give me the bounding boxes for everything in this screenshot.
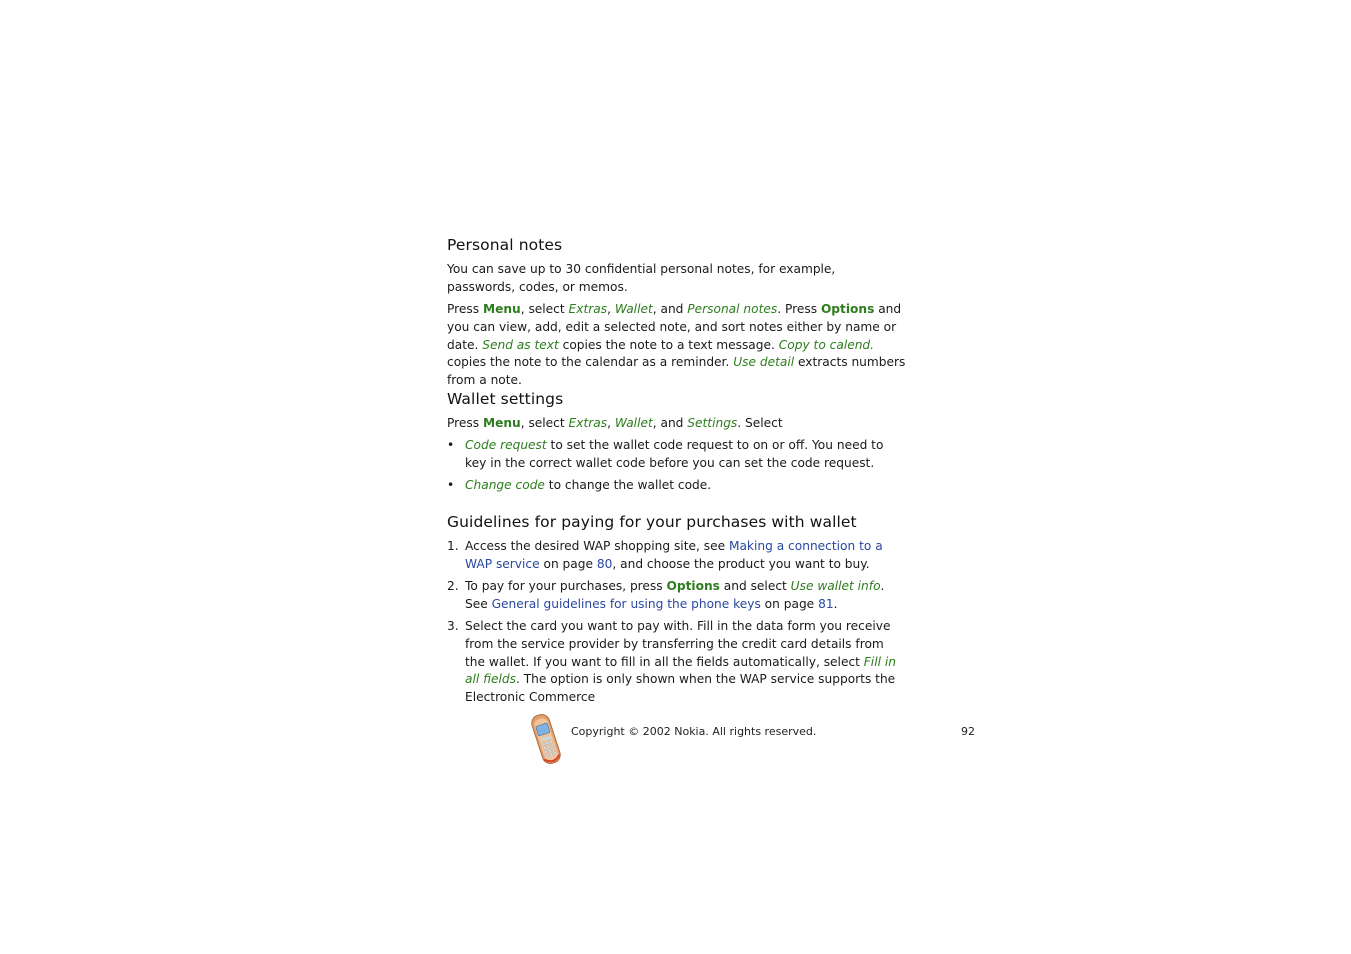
option-extras: Extras — [568, 416, 608, 430]
nokia-phone-icon — [528, 712, 564, 770]
section-heading-guidelines: Guidelines for paying for your purchases with wallet — [447, 513, 857, 531]
keyword-options: Options — [666, 579, 720, 593]
option-extras: Extras — [568, 302, 608, 316]
step-number: 2. — [447, 579, 459, 593]
copyright-text: Copyright © 2002 Nokia. All rights reserved. — [571, 725, 817, 738]
paragraph-wallet-settings: Press Menu, select Extras, Wallet, and Settings. Select — [447, 416, 783, 430]
option-use-wallet-info: Use wallet info — [790, 579, 881, 593]
list-item: 3. Select the card you want to pay with. Fill in the data form you receive from the service provider by transferring the credit card details from the wallet. If you want to fill in all the fields automatically, select Fill in all fields. The option is only shown when the WAP service supports the Electronic Commerce — [447, 619, 896, 705]
paragraph-personal-notes-intro: You can save up to 30 confidential personal notes, for example, passwords, codes, or memos. — [447, 262, 836, 294]
list-item: • Change code to change the wallet code. — [447, 477, 907, 495]
step-number: 1. — [447, 539, 459, 553]
step-number: 3. — [447, 619, 459, 633]
keyword-options: Options — [820, 302, 875, 316]
link-page-80[interactable]: 80 — [596, 556, 613, 571]
option-fill-in-all-fields: Fill in all fields — [465, 654, 896, 687]
option-settings: Settings — [687, 416, 738, 430]
section-heading-personal-notes: Personal notes — [447, 236, 563, 254]
paragraph-personal-notes-instructions: Press Menu, select Extras, Wallet, and Personal notes. Press Options and you can view, add, edit a selected note, and sort notes either by name or date. Send as text copies the note to a text message. Copy to calend. copies the note to the calendar as a reminder. Use detail extracts numbers from a note. — [447, 302, 906, 388]
section-heading-wallet-settings: Wallet settings — [447, 390, 564, 408]
option-copy-to-calend: Copy to calend. — [778, 337, 875, 352]
link-page-81[interactable]: 81 — [818, 596, 834, 611]
link-general-guidelines[interactable]: General guidelines for using the phone keys — [491, 596, 761, 611]
option-wallet: Wallet — [614, 302, 653, 316]
link-making-connection[interactable]: Making a connection to a WAP service — [465, 539, 883, 571]
keyword-menu: Menu — [482, 302, 521, 316]
page-number: 92 — [961, 725, 975, 738]
option-personal-notes: Personal notes — [687, 302, 778, 316]
option-send-as-text: Send as text — [482, 337, 559, 352]
keyword-menu: Menu — [482, 416, 521, 430]
list-item: 1. Access the desired WAP shopping site, see Making a connection to a WAP service on page 80, and choose the product you want to buy. — [447, 539, 883, 571]
page-footer — [528, 708, 978, 768]
option-use-detail: Use detail — [733, 355, 795, 370]
list-item: 2. To pay for your purchases, press Options and select Use wallet info. See General guidelines for using the phone keys on page 81. — [447, 579, 885, 611]
option-change-code: Change code — [465, 478, 545, 492]
option-wallet: Wallet — [614, 416, 653, 430]
bullet-marker: • — [447, 438, 455, 452]
bullet-marker: • — [447, 478, 455, 492]
list-item: • Code request to set the wallet code request to on or off. You need to key in the correct wallet code before you can set the code request. — [447, 438, 884, 470]
option-code-request: Code request — [465, 438, 547, 452]
